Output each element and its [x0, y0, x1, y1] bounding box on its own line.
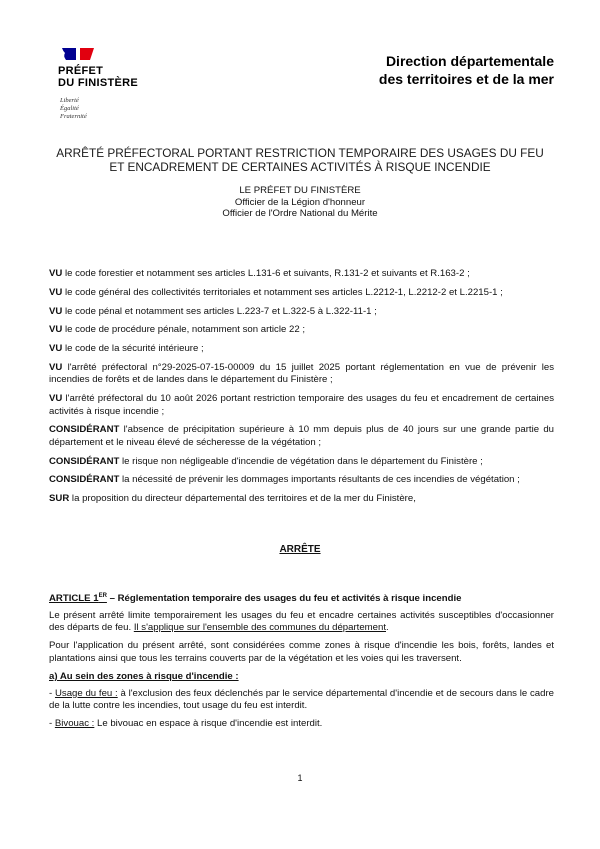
- considerant-text: l'absence de précipitation supérieure à 10 mm depuis plus de 40 jours sur une grande partie du département et le niveau élevé de sécheresse de la végétation ;: [49, 424, 554, 448]
- logo-line-prefet: PRÉFET: [58, 65, 104, 77]
- department-heading: [379, 52, 554, 88]
- considerant-item: [49, 306, 554, 318]
- prefet-line-2: Officier de la Légion d'honneur: [234, 196, 366, 208]
- item-label: Bivouac :: [54, 718, 95, 730]
- article-title: – Réglementation temporaire des usages du feu et activités à risque incendie: [106, 593, 462, 605]
- considerant-item: [49, 287, 554, 299]
- department-line-2: des territoires et de la mer: [378, 71, 554, 87]
- article-paragraph-2: Pour l'application du présent arrêté, sont considérées comme zones à risque d'incendie les bois, forêts, landes et plantations ainsi que tous les terrains couverts par de la végétation et les voies qui les traversent.: [49, 640, 554, 664]
- article-1: [49, 590, 554, 737]
- article-item-bivouac: - Bivouac : Le bivouac en espace à risque d'incendie est interdit.: [49, 718, 323, 730]
- considerant-text: le code forestier et notamment ses articles L.131-6 et suivants, R.131-2 et suivants et R.163-2 ;: [62, 268, 470, 279]
- considerant-keyword: SUR: [49, 493, 70, 505]
- considerant-text: le code de la sécurité intérieure ;: [62, 343, 204, 355]
- considerant-text: l'arrêté préfectoral du 10 août 2026 portant restriction temporaire des usages du feu et encadrement de certaines activités à risque incendie ;: [49, 393, 554, 417]
- considerant-item: [49, 493, 554, 505]
- article-number: [49, 593, 107, 604]
- prefet-line-3: Officier de l'Ordre National du Mérite: [222, 208, 378, 219]
- considerant-keyword: CONSIDÉRANT: [49, 455, 120, 467]
- considerant-keyword: VU: [49, 343, 63, 355]
- page-number: 1: [297, 773, 303, 783]
- considerant-text: la proposition du directeur départemental des territoires et de la mer du Finistère,: [69, 493, 416, 505]
- arrete-heading: [0, 544, 600, 555]
- considerant-text: le code général des collectivités territoriales et notamment ses articles L.2212-1, L.2212-2 et L.2215-1 ;: [62, 286, 503, 298]
- considerant-keyword: VU: [49, 268, 63, 279]
- considerant-text: le code pénal et notamment ses articles L.223-7 et L.322-5 à L.322-11-1 ;: [62, 305, 377, 317]
- considerant-item: [49, 343, 554, 355]
- motto-egalite: Égalité: [60, 105, 79, 112]
- prefet-block: [40, 185, 560, 220]
- article-number-sup: ER: [98, 593, 107, 599]
- paragraph-underlined-text: Il s'applique sur l'ensemble des communes du département: [133, 622, 386, 633]
- motto-fraternite: Fraternité: [60, 113, 87, 120]
- considerant-keyword: VU: [49, 324, 63, 336]
- motto-liberte: Liberté: [60, 97, 79, 104]
- article-1-heading: [49, 590, 554, 606]
- article-item-usage-du-feu: - Usage du feu : à l'exclusion des feux déclenchés par le service départemental d'incendie et de secours dans le cadre de la lutte contre les incendies, tout usage du feu est interdit.: [49, 687, 554, 712]
- considerant-item: [49, 474, 554, 486]
- considerant-item: [49, 393, 554, 418]
- title-line-2: ET ENCADREMENT DE CERTAINES ACTIVITÉS À RISQUE INCENDIE: [109, 160, 491, 174]
- article-number-label: ARTICLE 1: [49, 593, 99, 605]
- considerant-item: [49, 324, 554, 336]
- considerant-keyword: CONSIDÉRANT: [49, 424, 120, 436]
- department-line-1: Direction départementale: [385, 53, 554, 69]
- logo-line-finistere: DU FINISTÈRE: [58, 77, 138, 89]
- considerant-keyword: VU: [49, 393, 63, 405]
- item-text: Le bivouac en espace à risque d'incendie est interdit.: [94, 718, 323, 730]
- considerant-item: [49, 268, 554, 280]
- paragraph-text-end: .: [386, 622, 389, 633]
- considerant-keyword: VU: [49, 286, 63, 298]
- considerant-keyword: CONSIDÉRANT: [49, 474, 120, 486]
- considerant-text: l'arrêté préfectoral n°29-2025-07-15-00009 du 15 juillet 2025 portant réglementation en vue de prévenir les incendies de forêts et de landes dans le département du Finistère ;: [49, 361, 554, 386]
- item-text: à l'exclusion des feux déclenchés par le service départemental d'incendie et de secours dans le cadre de la lutte contre les incendies, tout usage du feu est interdit.: [49, 687, 554, 712]
- considerant-text: la nécessité de prévenir les dommages importants résultants de ces incendies de végétation ;: [119, 474, 520, 486]
- considerant-text: le code de procédure pénale, notamment son article 22 ;: [62, 324, 305, 336]
- considerant-keyword: VU: [49, 305, 63, 317]
- title-line-1: ARRÊTÉ PRÉFECTORAL PORTANT RESTRICTION TEMPORAIRE DES USAGES DU FEU: [56, 146, 544, 160]
- considerant-keyword: VU: [49, 361, 63, 373]
- section-a-heading: a) Au sein des zones à risque d'incendie :: [49, 671, 239, 683]
- considerant-text: le risque non négligeable d'incendie de végétation dans le département du Finistère ;: [119, 455, 483, 467]
- considerant-item: [49, 362, 554, 387]
- item-label: Usage du feu :: [54, 687, 118, 699]
- considerant-item: [49, 424, 554, 449]
- considerant-item: [49, 456, 554, 468]
- considerants-list: [49, 268, 554, 512]
- marianne-flag-icon: [60, 47, 96, 61]
- prefet-line-1: LE PRÉFET DU FINISTÈRE: [239, 185, 361, 196]
- article-paragraph-1: [49, 610, 554, 635]
- arrete-label: ARRÊTE: [279, 544, 321, 555]
- document-title: [40, 146, 560, 174]
- paragraph-text: Le présent arrêté limite temporairement les usages du feu et encadre certaines activités susceptibles d'occasionner des départs de feu.: [49, 609, 554, 633]
